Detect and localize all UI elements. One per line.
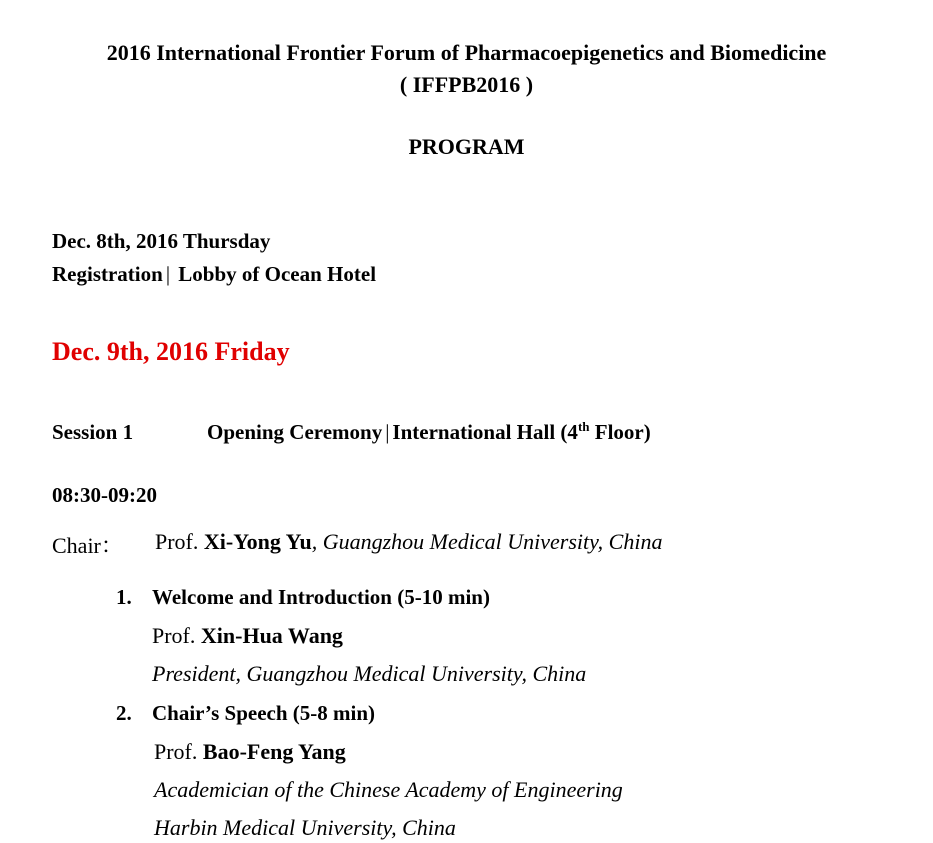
program-heading: PROGRAM [408,134,525,159]
chair-title: Prof. [155,529,199,554]
speaker-affiliation: Harbin Medical University, China [154,815,456,840]
chair-label: Chair： [52,533,123,558]
registration-location: Lobby of Ocean Hotel [178,262,377,286]
session-number: Session 1 [52,420,134,444]
chair-line [155,529,662,555]
document-title: 2016 International Frontier Forum of Pharmacoepigenetics and Biomedicine [106,40,827,65]
session-separator: | [385,420,390,444]
item-title: Welcome and Introduction (5-10 min) [152,585,490,609]
session-venue: International Hall (4th Floor) [392,419,651,444]
session-name: Opening Ceremony [207,420,383,444]
speaker-name: Bao-Feng Yang [202,739,346,764]
day2-date: Dec. 9th, 2016 Friday [52,337,290,366]
speaker-affiliation: President, Guangzhou Medical University, China [152,661,587,686]
speaker-title: Prof. [154,739,198,764]
speaker-title: Prof. [152,623,196,648]
item-speaker [154,739,346,765]
speaker-affiliation: Academician of the Chinese Academy of Engineering [154,777,623,802]
chair-affiliation: , Guangzhou Medical University, China [311,529,663,554]
speaker-name: Xin-Hua Wang [200,623,343,648]
registration-separator: | [165,262,171,286]
registration-label: Registration [52,262,163,286]
event-acronym: ( IFFPB2016 ) [399,72,534,97]
session-title-line [207,420,651,445]
item-number: 1. [116,585,132,609]
item-speaker [152,623,343,649]
session-time: 08:30-09:20 [52,483,157,507]
item-number: 2. [116,701,132,725]
registration-line [52,262,376,287]
day1-date: Dec. 8th, 2016 Thursday [52,229,271,253]
item-title: Chair’s Speech (5-8 min) [152,701,376,725]
chair-name: Xi-Yong Yu [203,529,312,554]
